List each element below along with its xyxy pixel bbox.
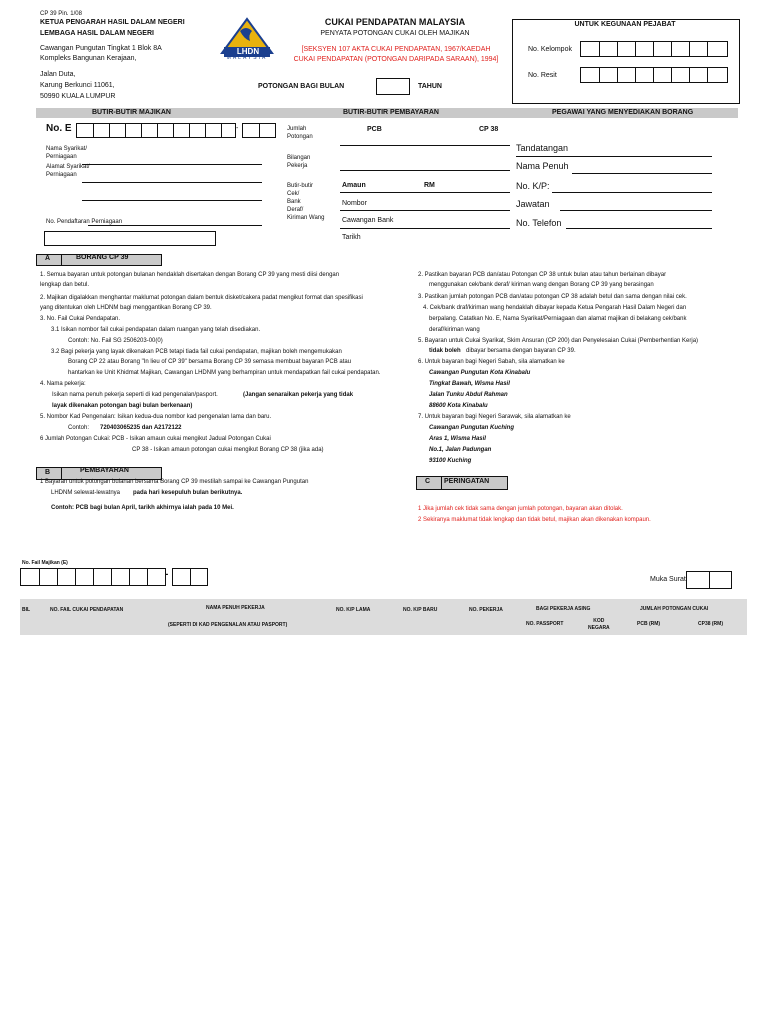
no-fail-majikan-input[interactable] [20,568,169,586]
c-item-2: 2 Sekiranya maklumat tidak lengkap dan tidak betul, majikan akan dikenakan kompaun. [418,517,651,523]
nama-label: Nama Syarikat/ Perniagaan [46,146,88,160]
no-e-input[interactable] [76,123,239,138]
pcb-label: PCB [367,126,382,133]
a-right-4: 4. Cek/bank draf/kiriman wang hendaklah dibayar kepada Ketua Pengarah Hasil Dalam Negeri dan [423,305,687,311]
a-right-12: Tingkat Bawah, Wisma Hasil [429,381,510,387]
section-b-letter: B [45,469,51,476]
rm-label: RM [424,182,435,189]
a-left-14: layak dikenakan potongan bagi bulan berkenaan) [52,403,193,409]
muka-surat-label: Muka Surat [650,576,686,583]
c-item-1: 1 Jika jumlah cek tidak sama dengan jumlah potongan, bayaran akan ditolak. [418,506,623,512]
form-title: CUKAI PENDAPATAN MALAYSIA [324,17,466,27]
no-kp-label: No. K/P: [516,181,550,191]
a-right-3: 3. Pastikan jumlah potongan PCB dan/atau potongan CP 38 adalah betul dan sama dengan nilai cek. [418,294,687,300]
a-left-19: CP 38 - Isikan amaun potongan cukai mengikut Borang CP 38 (jika ada) [132,447,324,453]
a-left-6: 3.1 Isikan nombor fail cukai pendapatan dalam ruangan yang telah disediakan. [51,327,261,333]
jawatan-label: Jawatan [516,199,550,209]
no-e-label: No. E [46,123,72,134]
kelompok-input[interactable] [580,41,728,57]
nama-penuh-line[interactable] [572,173,712,174]
tandatangan-line[interactable] [516,156,712,157]
a-right-17: Aras 1, Wisma Hasil [429,436,486,442]
bilangan-line[interactable] [340,170,510,171]
a-right-16: Cawangan Pungutan Kuching [429,425,514,431]
pembayaran-header: BUTIR-BUTIR PEMBAYARAN [343,109,439,116]
addressee-line1: KETUA PENGARAH HASIL DALAM NEGERI [40,19,185,26]
nombor-label: Nombor [342,200,367,207]
section-b-title: PEMBAYARAN [80,467,129,474]
address-line-1: Cawangan Pungutan Tingkat 1 Blok 8A [40,45,162,52]
butir-label: Butir-butir Cek/ Bank Deraf/ Kiriman Wang [287,183,325,221]
a-right-6: deraf/kiriman wang [429,327,480,333]
b-item1-b: LHDNM selewat-lewatnya [51,490,121,496]
alamat-label: Alamat Syarikat/ Perniagaan [46,164,90,178]
th-no-fail: NO. FAIL CUKAI PENDAPATAN [50,607,124,613]
a-left-3: 2. Majikan digalakkan menghantar maklumat potongan dalam bentuk disket/cakera padat mengikut format dan spesifikasi [40,295,363,301]
no-fail-majikan-label: No. Fail Majikan (E) [22,560,68,566]
b-item1-bold: pada hari kesepuluh bulan berikutnya. [133,490,243,496]
bulan-input[interactable] [376,78,410,95]
alamat-line-1[interactable] [82,182,262,183]
a-left-11: 4. Nama pekerja: [40,381,86,387]
a-right-8: tidak boleh [429,348,461,354]
muka-surat-input[interactable] [686,571,732,589]
alamat-line-2[interactable] [82,200,262,201]
addressee-line2: LEMBAGA HASIL DALAM NEGERI [40,30,154,37]
no-e-dash: - [236,125,239,132]
a-left-17: 720403065235 dan A2172122 [100,425,182,431]
th-cp38-rm: CP38 (RM) [698,621,724,627]
th-passport: NO. PASSPORT [526,621,564,627]
address-line-3: Jalan Duta, [40,71,76,78]
bilangan-label: Bilangan Pekerja [287,155,311,169]
a-right-14: 88600 Kota Kinabalu [429,403,488,409]
jumlah-label: Jumlah Potongan [287,126,313,140]
a-right-13: Jalan Tunku Abdul Rahman [429,392,508,398]
a-right-7: 5. Bayaran untuk Cukai Syarikat, Skim Ansuran (CP 200) dan Penyelesaian Cukai (Pemberhentian Kerja) [418,338,699,344]
tahun-label: TAHUN [418,83,442,90]
office-use-box [512,19,740,104]
potongan-bulan-label: POTONGAN BAGI BULAN [258,83,345,90]
a-right-9: dibayar bersama dengan bayaran CP 39. [466,348,576,354]
cawangan-line[interactable] [340,228,510,229]
no-telefon-line[interactable] [566,228,712,229]
pendaftaran-label: No. Pendaftaran Perniagaan [46,219,123,225]
section-a-letter: A [45,255,51,262]
a-left-8: 3.2 Bagi pekerja yang layak dikenakan PCB tetapi tiada fail cukai pendapatan, majikan boleh mengemukakan [51,349,342,355]
office-use-title: UNTUK KEGUNAAN PEJABAT [574,21,676,28]
no-telefon-label: No. Telefon [516,218,562,228]
a-right-18: No.1, Jalan Padungan [429,447,492,453]
majikan-header: BUTIR-BUTIR MAJIKAN [92,109,171,116]
pendaftaran-input[interactable] [44,231,216,246]
a-right-15: 7. Untuk bayaran bagi Negeri Sarawak, sila alamatkan ke [418,414,571,420]
logo-subtext: MALAYSIA [226,55,268,61]
a-left-7: Contoh: No. Fail SG 2506203-00(0) [68,338,163,344]
no-kp-line[interactable] [552,192,712,193]
no-fail-suffix-input[interactable] [172,568,208,586]
b-item1-a: 1 Bayaran untuk potongan bulanan bersama Borang CP 39 mestilah sampai ke Cawangan Pungutan [40,479,309,485]
a-left-4: yang ditentukan oleh LHDNM bagi menggantikan Borang CP 39. [40,305,212,311]
pegawai-header: PEGAWAI YANG MENYEDIAKAN BORANG [552,109,694,116]
th-kp-lama: NO. K/P LAMA [336,607,371,613]
th-nama: NAMA PENUH PEKERJA [206,605,265,611]
th-nama-sub: (SEPERTI DI KAD PENGENALAN ATAU PASPORT) [168,622,288,628]
address-line-5: 50990 KUALA LUMPUR [40,93,116,100]
table-header [20,599,747,635]
a-right-10: 6. Untuk bayaran bagi Negeri Sabah, sila alamatkan ke [418,359,565,365]
b-example: Contoh: PCB bagi bulan April, tarikh akhirnya ialah pada 10 Mei. [51,505,234,511]
th-pcb-rm: PCB (RM) [637,621,661,627]
legal-ref-2: CUKAI PENDAPATAN (POTONGAN DARIPADA SARAAN), 1994] [293,56,499,63]
tarikh-label: Tarikh [342,234,361,241]
th-asing: BAGI PEKERJA ASING [536,606,591,612]
resit-input[interactable] [580,67,728,83]
a-right-19: 93100 Kuching [429,458,472,464]
section-c-letter: C [425,478,431,485]
a-left-10: hantarkan ke Unit Khidmat Majikan, Cawangan LHDNM yang berhampiran untuk mendapatkan fail cukai pendapatan. [68,370,381,376]
jawatan-line[interactable] [560,210,712,211]
section-c-title: PERINGATAN [444,478,490,485]
no-e-suffix-input[interactable] [242,123,276,138]
a-left-5: 3. No. Fail Cukai Pendapatan. [40,316,121,322]
a-right-1: 2. Pastikan bayaran PCB dan/atau Potongan CP 38 untuk bulan atau tahun berlainan dibayar [418,272,667,278]
nama-penuh-label: Nama Penuh [516,161,569,171]
section-a-title: BORANG CP 39 [76,254,129,261]
th-jumlah: JUMLAH POTONGAN CUKAI [640,606,709,612]
a-left-15: 5. Nombor Kad Pengenalan: Isikan kedua-dua nombor kad pengenalan lama dan baru. [40,414,272,420]
nombor-line[interactable] [340,210,510,211]
cawangan-label: Cawangan Bank [342,217,394,224]
a-left-2: lengkap dan betul. [40,282,90,288]
jumlah-line[interactable] [340,145,510,146]
address-line-4: Karung Berkunci 11061, [40,82,115,89]
legal-ref-1: [SEKSYEN 107 AKTA CUKAI PENDAPATAN, 1967/KAEDAH [301,46,491,53]
th-no-pekerja: NO. PEKERJA [469,607,503,613]
no-fail-dash: - [165,569,169,580]
a-left-13: (Jangan senaraikan pekerja yang tidak [243,392,354,398]
th-kod-negara: KOD NEGARA [588,618,610,631]
address-line-2: Kompleks Bangunan Kerajaan, [40,55,137,62]
form-code: CP 39 Pin. 1/08 [40,11,82,17]
a-left-16: Contoh: [68,425,90,431]
a-right-11: Cawangan Pungutan Kota Kinabalu [429,370,531,376]
a-right-2: menggunakan cek/bank deraf/ kiriman wang dengan Borang CP 39 yang berasingan [429,282,654,288]
th-kp-baru: NO. K/P BARU [403,607,438,613]
a-right-5: berpalang. Catatkan No. E, Nama Syarikat/Perniagaan dan alamat majikan di belakang cek/bank [429,316,687,322]
a-left-12: Isikan nama penuh pekerja seperti di kad pengenalan/pasport. [52,392,218,398]
a-left-9: Borang CP 22 atau Borang "In lieu of CP 39" bersama Borang CP 39 semasa membuat bayaran PCB atau [68,359,352,365]
amaun-line[interactable] [340,192,510,193]
amaun-label: Amaun [342,182,366,189]
form-subtitle: PENYATA POTONGAN CUKAI OLEH MAJIKAN [320,30,470,37]
kelompok-label: No. Kelompok [528,46,572,53]
th-bil: BIL [22,607,31,613]
tandatangan-label: Tandatangan [516,143,569,153]
resit-label: No. Resit [528,72,557,79]
logo-text: LHDN [236,47,260,56]
pendaftaran-line [88,225,262,226]
cp38-label: CP 38 [479,126,499,133]
a-left-1: 1. Semua bayaran untuk potongan bulanan hendaklah disertakan dengan Borang CP 39 yang mesti diisi dengan [40,272,340,278]
a-left-18: 6 Jumlah Potongan Cukai: PCB - Isikan amaun cukai mengikut Jadual Potongan Cukai [40,436,271,442]
nama-line[interactable] [82,164,262,165]
